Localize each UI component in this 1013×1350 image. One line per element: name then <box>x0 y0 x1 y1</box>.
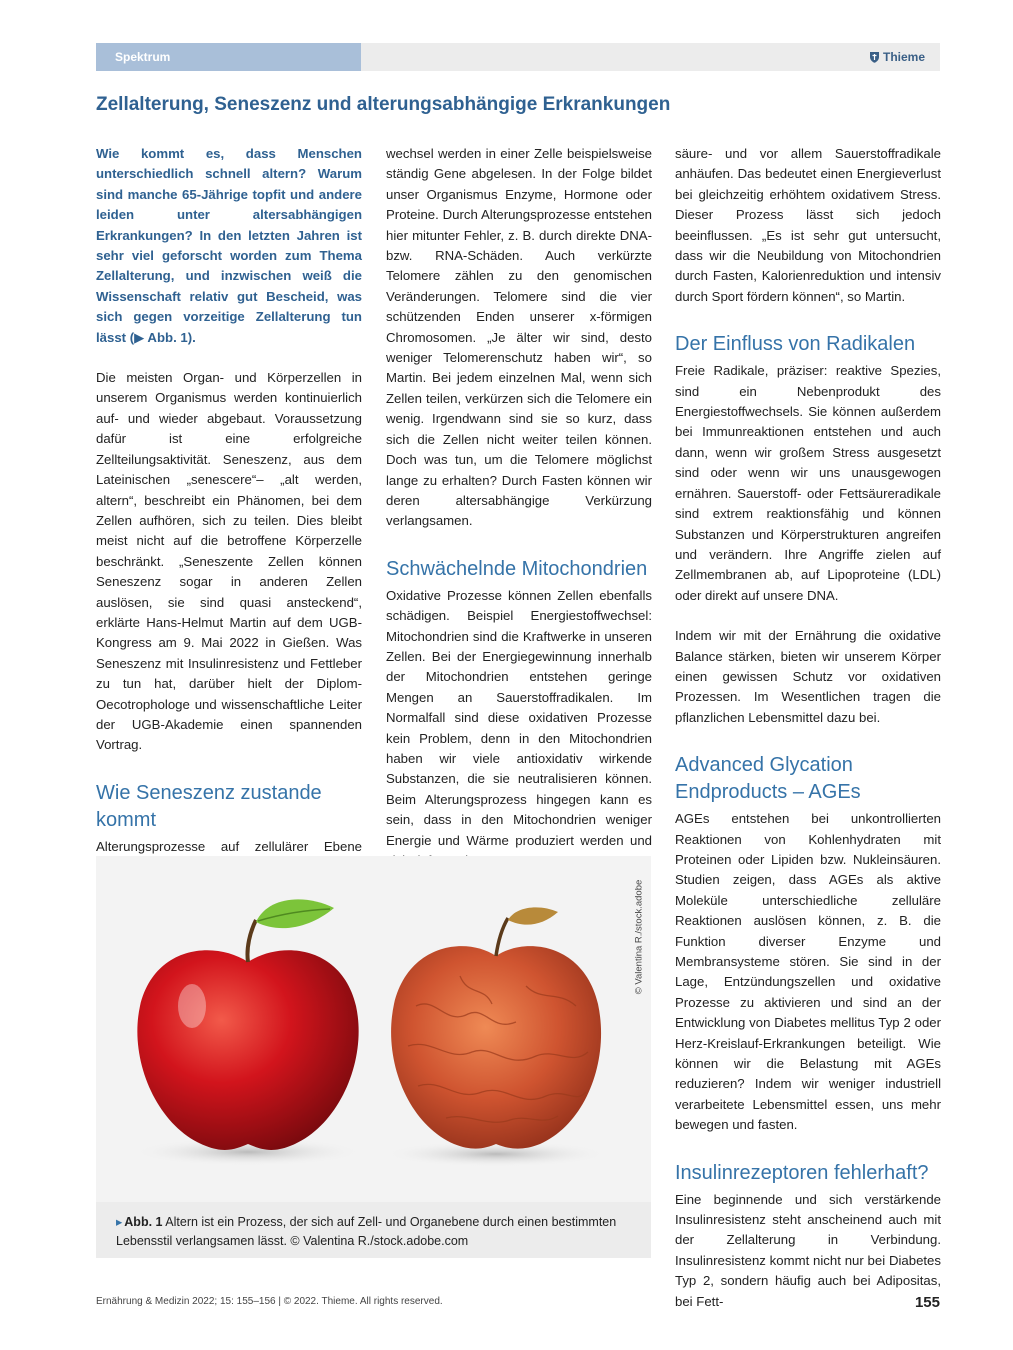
lead-paragraph: Wie kommt es, dass Menschen unterschiedlich schnell altern? Warum sind manche 65-Jährige topfit und andere leiden unter altersabhängigen Erkrankungen? In den letzten Jahren ist sehr viel geforscht worden zum Thema Zellalterung, und inzwischen weiß die Wissenschaft relativ gut Bescheid, was sich gegen vorzeitige Zellalterung tun lässt (▶ Abb. 1). <box>96 146 362 345</box>
body-paragraph: Alterungsprozesse auf zellulärer Ebene <box>96 838 362 854</box>
figure-caption <box>96 1202 651 1258</box>
section-heading: Der Einfluss von Radikalen <box>675 333 916 356</box>
footer-citation: Ernährung & Medizin 2022; 15: 155–156 | © 2022. Thieme. All rights reserved. <box>96 1296 443 1307</box>
triangle-icon: ▸ <box>116 1215 123 1229</box>
brand-name: Thieme <box>882 50 925 64</box>
body-paragraph: Oxidative Prozesse können Zellen ebenfalls schädigen. Beispiel Energiestoffwechsel: Mitochondrien sind die Kraftwerke in unseren Zellen. Bei der Energiegewinnung innerhalb der Mitochondrien entstehen geringe Mengen an Sauerstoffradikalen. Im Normalfall sind diese oxidativen Prozesse kein Problem, denn in den Mitochondrien haben wir viele antioxidativ wirkende Substanzen, die sie neutralisieren können. Beim Alterungsprozess hingegen kann es sein, dass in den Mitochondrien weniger Energie und Wärme produziert werden und <box>386 587 652 848</box>
section-heading: Schwächelnde Mitochondrien <box>386 557 648 580</box>
body-paragraph: säure- und vor allem Sauerstoffradikale anhäufen. Das bedeutet einen Energieverlust bei gleichzeitig erhöhtem oxidativem Stress. Dieser Prozess lässt sich jedoch beeinflussen. „Es ist sehr gut untersucht, dass wir die Neubildung von Mitochondrien durch Fasten, Kalorienreduktion und intensiv durch Sport fördern können“, so Martin. <box>675 146 941 304</box>
column-3 <box>675 144 941 1312</box>
body-paragraph: Freie Radikale, präziser: reaktive Spezies, sind ein Nebenprodukt des Energiestoffwechsels. Sie können außerdem bei Immunreaktionen entstehen und auch dann, wenn wir großem Stress ausgesetzt sind oder wenn wir uns unausgewogen ernähren. Sauerstoff- oder Fettsäureradikale sind extrem reaktionsfähig und können Substanzen und Körperstrukturen angreifen und verändern. Ihre Angriffe zielen auf Zellmembranen ab, auf Lipoproteine (LDL) oder direkt auf unsere DNA. <box>675 363 941 603</box>
section-heading: Advanced Glycation Endproducts – AGEs <box>675 754 861 804</box>
figure-label-text: Abb. 1 <box>124 1215 163 1229</box>
publisher-logo <box>869 43 925 71</box>
section-heading: Wie Seneszenz zustande kommt <box>96 781 322 831</box>
page-number: 155 <box>914 1294 940 1311</box>
thieme-shield-icon <box>869 51 880 63</box>
figure-label <box>116 1215 162 1229</box>
body-paragraph: Die meisten Organ- und Körperzellen in unserem Organismus werden kontinuierlich auf- und wieder abgebaut. Voraussetzung dafür ist eine erfolgreiche Zellteilungsaktivität. Seneszenz, aus dem Lateinischen „senescere“– „alt werden, altern“, beschreibt ein Phänomen, bei dem Zellen aufhören, sich zu teilen. Dies bleibt meist nicht auf die betroffene Körperzelle beschränkt. „Seneszente Zellen können Seneszenz sogar in anderen Zellen auslösen, sie sind quasi ansteckend“, erklärte Hans-Helmut Martin auf dem UGB-Kongress am 9. Mai 2022 in Gießen. Was Seneszenz mit Insulinresistenz und Fettleber zu tun hat, darüber hielt der Diplom-Oecotrophologe und wissenschaftliche Leiter der UGB-Akademie einen spannenden Vortrag. <box>96 370 362 753</box>
dried-leaf <box>508 907 558 924</box>
photo-credit-text: © Valentina R./stock.adobe <box>633 879 645 995</box>
body-paragraph: wechsel werden in einer Zelle beispielsweise ständig Gene abgelesen. In der Folge bildet unser Organismus Enzyme, Hormone oder Proteine. Durch Alterungsprozesse entstehen hier mitunter Fehler, z. B. durch direkte DNA- bzw. RNA-Schäden. Auch verkürzte Telomere zählen zu den genomischen Veränderungen. Telomere sind die vier schützenden Enden unserer x-förmigen Chromosomen. „Je älter wir sind, desto weniger Telomerenschutz haben wir“, so Martin. Bei jedem einzelnen Mal, wenn sich Zellen teilen, verkürzen sich die Telomere ein wenig. Irgendwann sind sie so kurz, dass sich die Zellen nicht weiter teilen können. Doch was tun, um die Telomere möglichst lange zu erhalten? Durch Fasten können wir deren altersabhängige Verkürzung verlangsamen. <box>386 146 652 529</box>
fresh-apple <box>137 950 358 1150</box>
wrinkled-apple <box>391 946 601 1148</box>
running-header <box>96 43 940 71</box>
caption-text: Altern ist ein Prozess, der sich auf Zell- und Organebene durch einen bestimmten Lebensstil verlangsamen lässt. © Valentina R./stock.adobe.com <box>116 1215 617 1248</box>
leaf <box>256 899 334 928</box>
column-1 <box>96 144 362 898</box>
photo-credit <box>632 872 646 1002</box>
body-paragraph: AGEs entstehen bei unkontrollierten Reaktionen von Kohlenhydraten mit Proteinen oder Lipiden bzw. Nukleinsäuren. Studien zeigen, dass AGEs als aktive Moleküle unterschiedliche zelluläre Reaktionen auslösen können, z. B. die Funktion diverser Enzyme und Membransysteme stören. Sie sind in der Lage, Entzündungszellen und oxidative Prozesse zu aktivieren und sind an der Entwicklung von Diabetes mellitus Typ 2 oder Herz-Kreislauf-Erkrankungen beteiligt. Wie können wir die Belastung mit AGEs reduzieren? Indem wir weniger industriell verarbeitete Lebensmittel essen, uns mehr bewegen und fasten. <box>675 811 941 1133</box>
body-paragraph: Eine beginnende und sich verstärkende Insulinresistenz steht anscheinend auch mit der Zellalterung in Verbindung. Insulinresistenz kommt nicht nur bei Diabetes Typ 2, sondern häufig auch bei Adipositas, bei Fett- <box>675 1191 941 1309</box>
section-label: Spektrum <box>96 43 361 71</box>
body-paragraph: Indem wir mit der Ernährung die oxidative Balance stärken, bieten wir unserem Körper einen gewissen Schutz vor oxidativen Prozessen. Im Wesentlichen tragen die pflanzlichen Lebensmittel dazu bei. <box>675 628 941 725</box>
section-heading: Insulinrezeptoren fehlerhaft? <box>675 1161 929 1184</box>
article-title: Zellalterung, Seneszenz und alterungsabhängige Erkrankungen <box>96 94 671 115</box>
apples-illustration <box>96 856 651 1202</box>
figure-apples <box>96 856 651 1202</box>
column-2 <box>386 144 652 871</box>
